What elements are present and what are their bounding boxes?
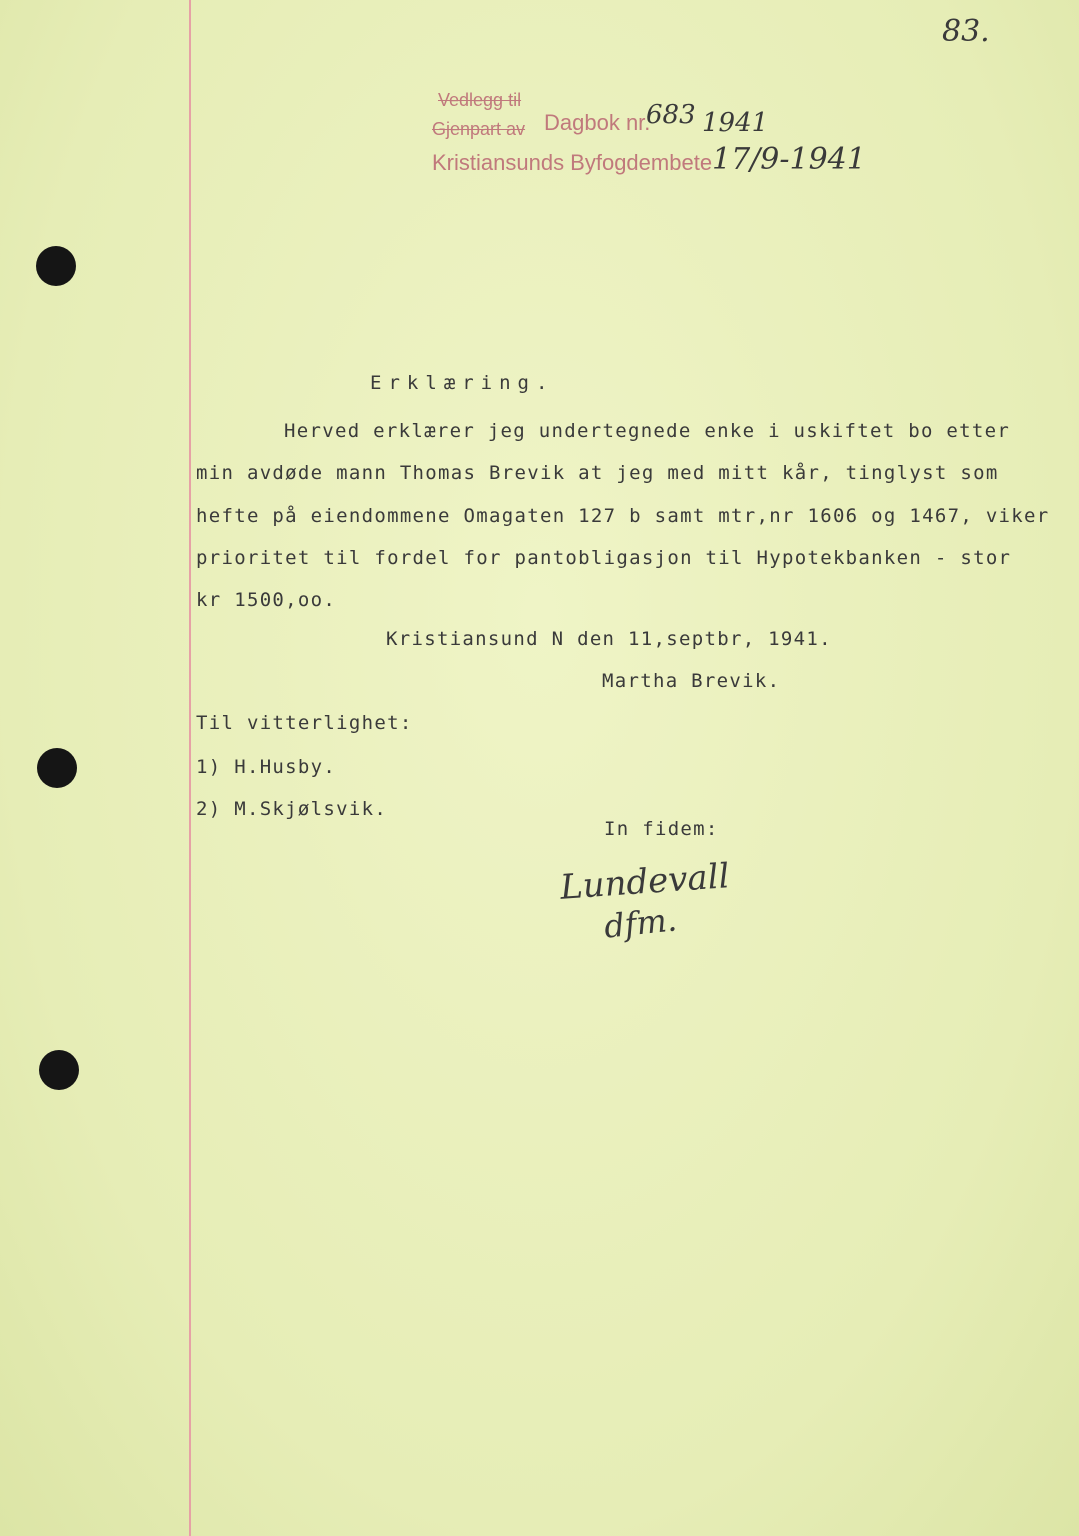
stamp-date: 17/9-1941 — [712, 142, 866, 177]
body-line: kr 1500,oo. — [196, 589, 337, 611]
witness-line: 2) M.Skjølsvik. — [196, 798, 388, 820]
punch-hole — [36, 246, 76, 286]
punch-hole — [39, 1050, 79, 1090]
page-number: 83. — [942, 14, 990, 49]
punch-hole — [37, 748, 77, 788]
stamp-struck-line: Vedlegg til — [438, 90, 522, 110]
body-line: Herved erklærer jeg undertegnede enke i uskiftet bo etter — [284, 420, 1011, 442]
stamp-struck-line-2: Gjenpart av — [432, 119, 526, 139]
stamp-dagbok-year: 1941 — [702, 108, 769, 138]
place-date: Kristiansund N den 11,septbr, 1941. — [386, 628, 832, 650]
stamp-office: Kristiansunds Byfogdembete — [432, 150, 713, 175]
stamp-dagbok-number: 683 — [646, 100, 696, 130]
body-line: prioritet til fordel for pantobligasjon til Hypotekbanken - stor — [196, 547, 1012, 569]
in-fidem-label: In fidem: — [604, 818, 719, 840]
signature-line: dfm. — [602, 900, 679, 946]
body-line: hefte på eiendommene Omagaten 127 b samt mtr,nr 1606 og 1467, viker — [196, 505, 1050, 527]
witness-heading: Til vitterlighet: — [196, 712, 413, 734]
stamp-dagbok-label: Dagbok nr. — [544, 110, 651, 135]
document-title: Erklæring. — [370, 372, 555, 394]
margin-rule — [189, 0, 191, 1536]
signer-name: Martha Brevik. — [602, 670, 781, 692]
witness-line: 1) H.Husby. — [196, 756, 337, 778]
signature-line: Lundevall — [558, 856, 731, 908]
body-line: min avdøde mann Thomas Brevik at jeg med mitt kår, tinglyst som — [196, 462, 999, 484]
